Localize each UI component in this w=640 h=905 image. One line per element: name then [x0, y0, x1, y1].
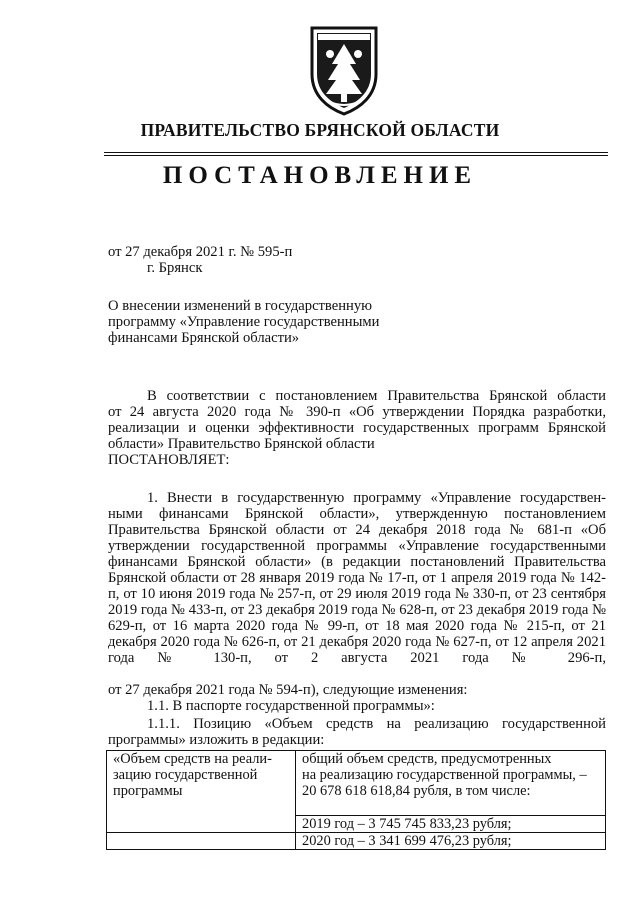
table-left-cell — [107, 751, 296, 816]
table-right-line: общий объем средств, предусмотренных — [302, 751, 552, 767]
preamble-line-4: области» Правительство Брянской области — [108, 436, 375, 452]
preamble-line-2: от 24 августа 2020 года № 390-п «Об утверждении Порядка разработки, — [108, 404, 606, 420]
preamble-line-3: реализации и оценки эффективности государственных программ Брянской — [108, 420, 606, 436]
table-right-line: на реализацию государственной программы, – — [302, 767, 587, 783]
subject-line-3: финансами Брянской области» — [108, 330, 300, 346]
amendment-table — [106, 750, 606, 850]
document-city: г. Брянск — [147, 260, 203, 276]
document-date-number: от 27 декабря 2021 г. № 595-п — [108, 244, 293, 260]
preamble-line-1: В соответствии с постановлением Правительства Брянской области — [147, 388, 606, 404]
subitem-1-1-1-line-2: программы» изложить в редакции: — [108, 732, 325, 748]
item-1-first-line: 1. Внести в государственную программу «Управление государствен- — [147, 490, 606, 506]
subject-line-2: программу «Управление государственными — [108, 314, 380, 330]
table-left-line: программы — [113, 783, 183, 799]
table-year-row: 2020 год – 3 341 699 476,23 рубля; — [296, 832, 606, 849]
decision-word: ПОСТАНОВЛЯЕТ: — [108, 452, 230, 468]
header-divider — [104, 152, 608, 153]
item-1-last-line: от 27 декабря 2021 года № 594-п), следующие изменения: — [108, 682, 468, 698]
subitem-1-1-1-line-1: 1.1.1. Позицию «Объем средств на реализацию государственной — [147, 716, 606, 732]
subject-line-1: О внесении изменений в государственную — [108, 298, 373, 314]
table-left-line: «Объем средств на реали- — [113, 751, 272, 767]
organization-title: ПРАВИТЕЛЬСТВО БРЯНСКОЙ ОБЛАСТИ — [140, 120, 500, 140]
table-left-line: зацию государственной — [113, 767, 258, 783]
table-right-cell — [296, 751, 606, 816]
subitem-1-1: 1.1. В паспорте государственной программы»: — [147, 698, 435, 714]
coat-of-arms-emblem — [308, 24, 380, 116]
header-divider-second — [104, 155, 608, 156]
item-1-body: ными финансами Брянской области», утвержденную постановлением Правительства Брянской области от 24 декабря 2018 года № 681-п «Об утверждении государственной программы «Управление государственными финансами Брянской области» (в редакции постановлений Правительства Брянской области от 28 января 2019 года № 17-п, от 1 апреля 2019 года № 142-п, от 10 июня 2019 года № 257-п, от 29 июля 2019 года № 330-п, от 23 сентября 2019 года № 433-п, от 23 декабря 2019 года № 628-п, от 23 декабря 2019 года № 629-п, от 16 марта 2020 года № 99-п, от 18 мая 2020 года № 215-п, от 21 декабря 2020 года № 626-п, от 21 декабря 2020 года № 627-п, от 12 апреля 2021 года № 130-п, от 2 августа 2021 года № 296-п, — [108, 506, 606, 666]
document-type-title: ПОСТАНОВЛЕНИЕ — [162, 162, 478, 189]
table-right-line: 20 678 618 618,84 рубля, в том числе: — [302, 783, 531, 799]
table-year-row: 2019 год – 3 745 745 833,23 рубля; — [296, 815, 606, 832]
